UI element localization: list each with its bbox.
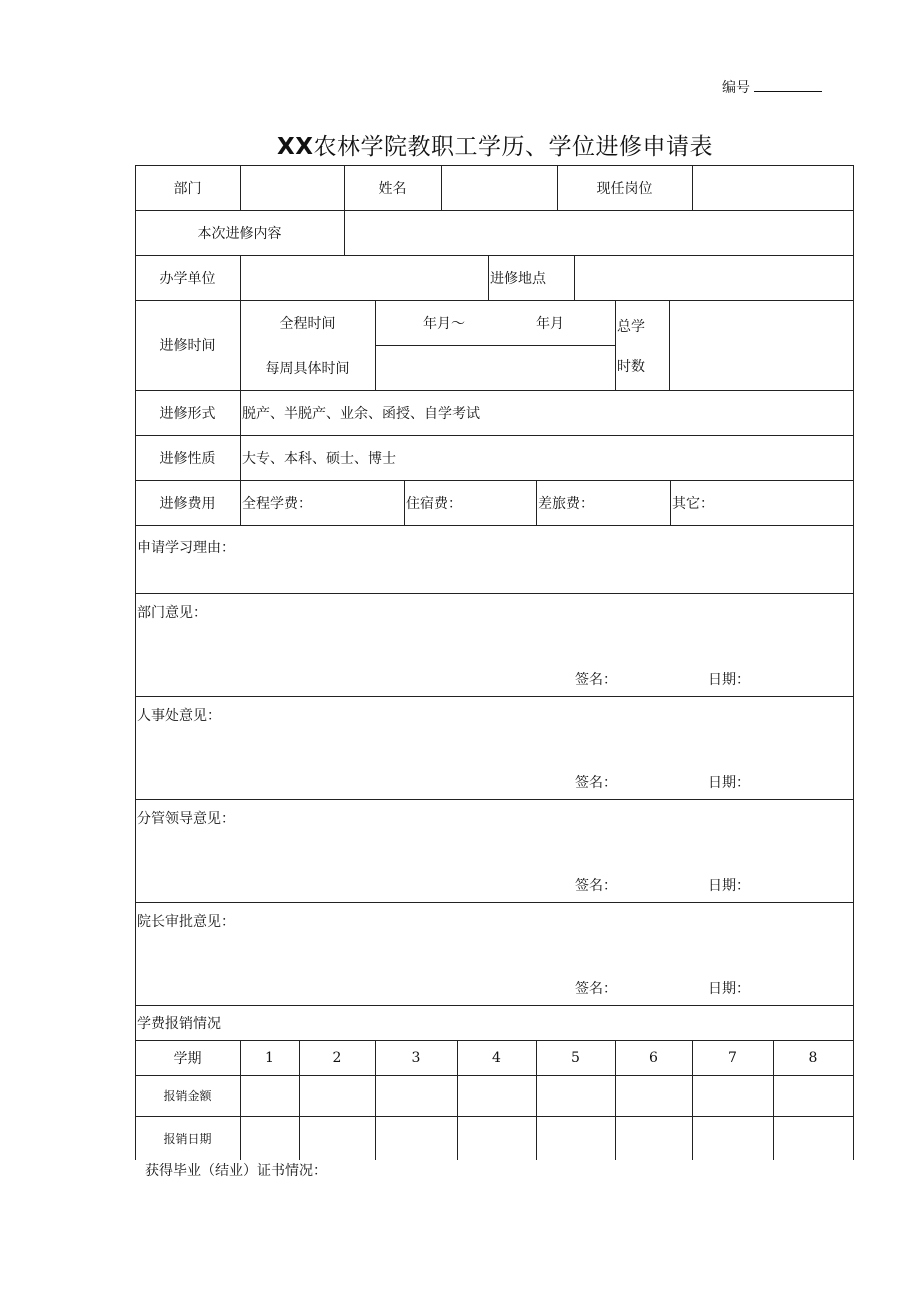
nature-options[interactable]: 大专、本科、硕士、博士 <box>242 450 396 467</box>
total-hours-line2: 时数 <box>617 359 645 375</box>
dept-label: 部门 <box>173 180 202 197</box>
certificate-status: 获得毕业（结业）证书情况： <box>145 1163 327 1179</box>
form-label: 进修形式 <box>159 405 216 422</box>
title-prefix: XX <box>277 134 314 160</box>
page-title <box>0 128 920 161</box>
reimburse-date-row[interactable] <box>240 1116 853 1160</box>
total-hours-field[interactable] <box>669 300 853 390</box>
term-number: 8 <box>808 1049 818 1066</box>
leader-opinion-label: 分管领导意见： <box>137 811 235 827</box>
content-field[interactable] <box>344 210 853 255</box>
total-hours-line1: 总学 <box>617 319 645 335</box>
sign-label: 签名： <box>575 878 617 894</box>
president-opinion-label: 院长审批意见： <box>137 914 235 930</box>
school-field[interactable] <box>240 255 488 300</box>
weekly-time-field[interactable] <box>375 345 615 390</box>
dept-field[interactable] <box>240 165 344 210</box>
term-number: 4 <box>492 1049 501 1066</box>
term-number: 5 <box>571 1049 580 1066</box>
term-label: 学期 <box>173 1050 202 1067</box>
position-label: 现任岗位 <box>596 180 653 197</box>
sign-label: 签名： <box>575 672 617 688</box>
content-label: 本次进修内容 <box>197 225 282 242</box>
amount-label: 报销金额 <box>163 1089 212 1103</box>
date-label: 日期： <box>708 775 750 791</box>
term-number: 3 <box>411 1049 421 1066</box>
travel-field[interactable]: 差旅费： <box>538 495 594 512</box>
name-label: 姓名 <box>378 180 407 197</box>
sign-label: 签名： <box>575 981 617 997</box>
position-field[interactable] <box>692 165 853 210</box>
school-label: 办学单位 <box>159 270 216 287</box>
term-number: 2 <box>332 1049 342 1066</box>
serial-blank[interactable] <box>754 79 822 92</box>
dept-opinion-label: 部门意见： <box>137 605 207 621</box>
year-month-from: 年月～ <box>423 316 465 332</box>
president-opinion-field[interactable] <box>135 902 853 1005</box>
title-text: 农林学院教职工学历、学位进修申请表 <box>313 134 713 160</box>
total-hours-label <box>615 300 669 390</box>
reimburse-date-label: 报销日期 <box>163 1131 212 1146</box>
location-field[interactable] <box>574 255 853 300</box>
reimburse-title: 学费报销情况 <box>137 1015 221 1032</box>
dept-opinion-field[interactable] <box>135 593 853 696</box>
fee-label: 进修费用 <box>159 495 216 512</box>
form-options[interactable]: 脱产、半脱产、业余、函授、自学考试 <box>242 405 480 422</box>
date-label: 日期： <box>708 981 750 997</box>
full-time-label: 全程时间 <box>279 315 336 332</box>
time-label: 进修时间 <box>159 338 216 354</box>
serial-number <box>722 77 822 97</box>
year-month-to: 年月 <box>536 316 564 332</box>
sign-label: 签名： <box>575 775 617 791</box>
reason-label: 申请学习理由： <box>137 540 235 556</box>
date-label: 日期： <box>708 672 750 688</box>
term-number: 7 <box>728 1049 737 1066</box>
name-field[interactable] <box>441 165 557 210</box>
tuition-field[interactable]: 全程学费： <box>242 495 312 512</box>
reason-field[interactable] <box>135 525 853 593</box>
date-label: 日期： <box>708 878 750 894</box>
other-field[interactable]: 其它： <box>672 495 714 512</box>
hr-opinion-label: 人事处意见： <box>137 708 221 724</box>
weekly-time-label: 每周具体时间 <box>265 360 350 377</box>
term-number: 1 <box>265 1049 274 1066</box>
location-label: 进修地点 <box>490 270 546 287</box>
hr-opinion-field[interactable] <box>135 696 853 799</box>
lodging-field[interactable]: 住宿费： <box>406 495 462 512</box>
nature-label: 进修性质 <box>159 450 216 467</box>
term-number: 6 <box>649 1049 658 1066</box>
leader-opinion-field[interactable] <box>135 799 853 902</box>
serial-label: 编号 <box>722 80 750 96</box>
amount-row[interactable] <box>240 1075 853 1116</box>
application-form <box>135 165 854 1160</box>
full-time-field[interactable] <box>375 300 615 345</box>
rule <box>853 165 854 1160</box>
